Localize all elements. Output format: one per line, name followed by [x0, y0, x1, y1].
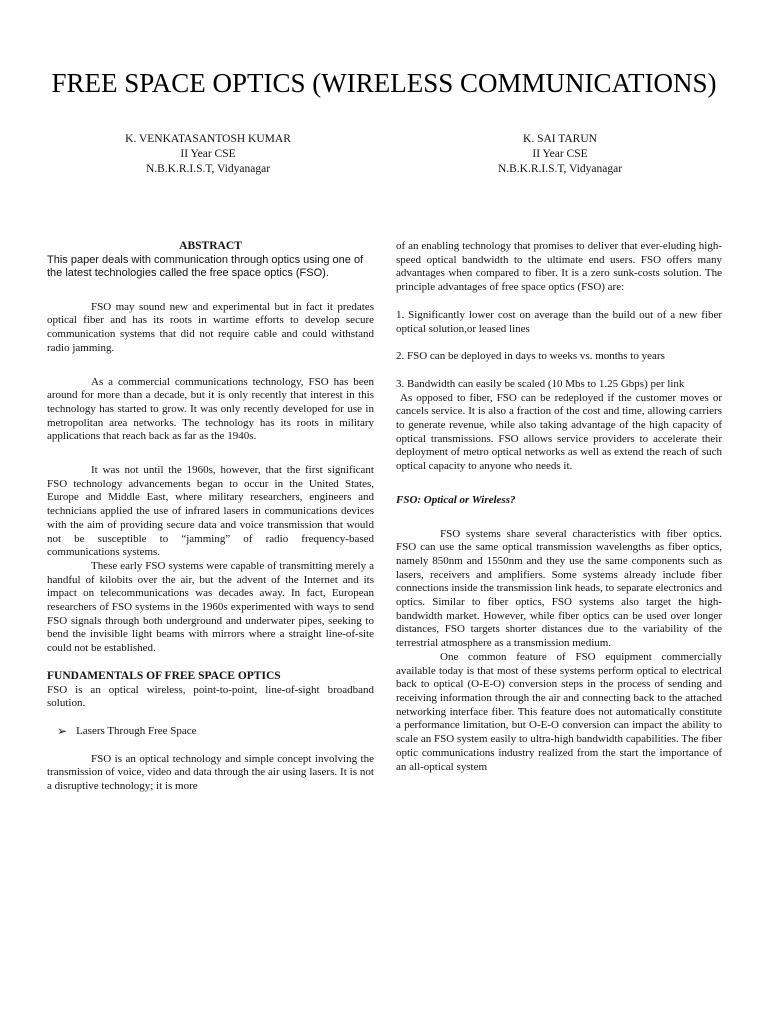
left-paragraph-1: FSO may sound new and experimental but in fact it predates optical fiber and has its roots in wartime efforts to develop secure communication systems that did not require cable and could withstand radio jamming.: [47, 300, 374, 354]
abstract-heading: ABSTRACT: [179, 240, 242, 252]
author-2-institution: N.B.K.R.I.S.T, Vidyanagar: [497, 163, 623, 175]
right-paragraph-3: FSO systems share several characteristics with fiber optics. FSO can use the same optical transmission wavelengths as fiber optics, namely 850nm and 1550nm and they use the same components such as lasers, receivers and amplifiers. Some systems already include fiber connections inside the transmission link heads, to separate electronics and optics. Similar to fiber optics, FSO systems also target the high-bandwidth market. However, while fiber optics can be used over longer distances, FSO targets shorter distances due to the variability of the terrestrial atmosphere as a transmission medium.: [396, 527, 722, 650]
advantage-item-2: 2. FSO can be deployed in days to weeks vs. months to years: [396, 350, 665, 363]
left-paragraph-3: It was not until the 1960s, however, that the first significant FSO technology advancements began to occur in the United States, Europe and Middle East, where military researchers, engineers and technicians applied the use of infrared lasers in communications devices with the aim of providing secure data and voice transmission that would not be susceptible to “jamming” of radio frequency-based communications systems.: [47, 464, 374, 559]
fundamentals-text: FSO is an optical wireless, point-to-point, line-of-sight broadband solution.: [47, 683, 374, 710]
advantage-item-3: 3. Bandwidth can easily be scaled (10 Mbs to 1.25 Gbps) per link: [396, 377, 685, 390]
author-1: [88, 132, 328, 177]
author-1-institution: N.B.K.R.I.S.T, Vidyanagar: [145, 163, 271, 175]
author-1-year: II Year CSE: [180, 148, 236, 160]
fso-optical-wireless-heading: FSO: Optical or Wireless?: [396, 493, 516, 506]
author-2: [440, 132, 680, 177]
author-2-name: K. SAI TARUN: [523, 133, 597, 145]
left-paragraph-5: FSO is an optical technology and simple concept involving the transmission of voice, video and data through the air using lasers. It is not a disruptive technology; it is more: [47, 752, 374, 793]
left-paragraph-4: These early FSO systems were capable of transmitting merely a handful of kilobits over the air, but the advent of the Internet and its impact on telecommunications was decades away. In fact, European researchers of FSO systems in the 1960s experimented with ways to send FSO signals through both underground and underwater pipes, seeking to bend the invisible light beams with mirrors where a straight line-of-site could not be established.: [47, 559, 374, 655]
abstract-text: This paper deals with communication through optics using one of the latest technologies called the free space optics (FSO).: [47, 253, 364, 280]
author-2-year: II Year CSE: [532, 148, 588, 160]
left-column: [47, 240, 374, 794]
author-1-name: K. VENKATASANTOSH KUMAR: [125, 133, 291, 145]
bullet-item: [57, 725, 374, 739]
right-column: [396, 240, 722, 774]
fundamentals-heading: FUNDAMENTALS OF FREE SPACE OPTICS: [47, 669, 281, 682]
arrow-bullet-icon: ➢: [57, 723, 68, 738]
right-paragraph-2: As opposed to fiber, FSO can be redeployed if the customer moves or cancels service. It is also a fraction of the cost and time, allowing carriers to generate revenue, while also taking advantage of the high capacity of optical transmissions. FSO allows service providers to accelerate their deployment of metro optical networks as well as extend the reach of such optical capacity to anyone who needs it.: [396, 391, 722, 473]
right-paragraph-1: of an enabling technology that promises to deliver that ever-eluding high-speed optical bandwidth to the ultimate end users. FSO offers many advantages when compared to fiber. It is a zero sunk-costs solution. The principle advantages of free space optics (FSO) are:: [396, 240, 722, 294]
bullet-label: Lasers Through Free Space: [76, 724, 197, 737]
advantage-item-1: 1. Significantly lower cost on average than the build out of a new fiber optical solution,or leased lines: [396, 308, 722, 335]
right-paragraph-4: One common feature of FSO equipment commercially available today is that most of these systems perform optical to electrical back to optical (O-E-O) conversion steps in the process of sending and receiving information through the air and connecting back to the attached networking interface fiber. This feature does not automatically constitute a performance limitation, but O-E-O conversion can impact the ability to scale an FSO system easily to ultra-high bandwidth capabilities. The fiber optic communications industry realized from the start the importance of an all-optical system: [396, 650, 722, 773]
paper-title: FREE SPACE OPTICS (WIRELESS COMMUNICATIONS): [51, 68, 717, 98]
left-paragraph-2: As a commercial communications technology, FSO has been around for more than a decade, but it is only recently that interest in this technology has started to grow. It was only recently developed for use in metropolitan area networks. The technology has its roots in military applications that reach back as far as the 1940s.: [47, 375, 374, 443]
